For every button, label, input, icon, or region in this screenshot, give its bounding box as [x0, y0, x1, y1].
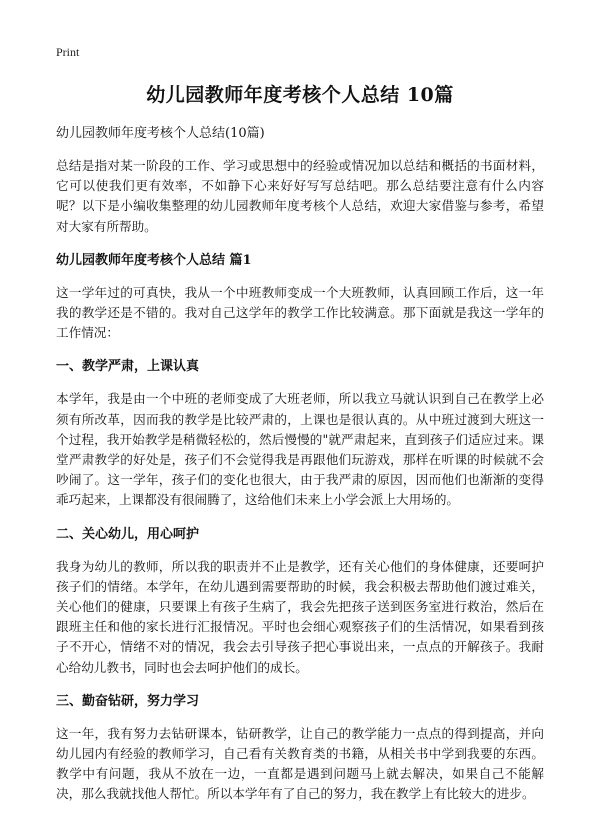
document-subtitle: 幼儿园教师年度考核个人总结(10篇)	[56, 126, 265, 141]
part-body: 这一年，我有努力去钻研课本，钻研教学，让自己的教学能力一点点的得到提高，并向幼儿园内有经验的教师学习，自己看有关教育类的书籍，从相关书中学到我要的东西。教学中有问题，我从不放在一边，一直都是遇到问题马上就去解决，如果自己不能解决，那么我就找他人帮忙。所以本学年有了自己的努力，我在教学上有比较大的进步。	[56, 725, 544, 802]
part-heading: 一、教学严肃，上课认真	[56, 359, 200, 375]
part-heading: 二、关心幼儿，用心呵护	[56, 526, 200, 542]
section-intro-paragraph: 这一学年过的可真快，我从一个中班教师变成一个大班教师，认真回顾工作后，这一年我的教学还是不错的。我对自己这学年的教学工作比较满意。那下面就是我这一学年的工作情况：	[56, 284, 544, 341]
section-title: 幼儿园教师年度考核个人总结 篇1	[56, 252, 252, 268]
intro-paragraph: 总结是指对某一阶段的工作、学习或思想中的经验或情况加以总结和概括的书面材料，它可以使我们更有效率，不如静下心来好好写写总结吧。那么总结要注意有什么内容呢？以下是小编收集整理的幼儿园教师年度考核个人总结，欢迎大家借鉴与参考，希望对大家有所帮助。	[56, 158, 544, 234]
part-heading: 三、勤奋钻研，努力学习	[56, 693, 200, 709]
part-body: 我身为幼儿的教师，所以我的职责并不止是教学，还有关心他们的身体健康，还要呵护孩子们的情绪。本学年，在幼儿遇到需要帮助的时候，我会积极去帮助他们渡过难关，关心他们的健康，只要课上有孩子生病了，我会先把孩子送到医务室进行救治，然后在跟班主任和他的家长进行汇报情况。平时也会细心观察孩子们的生活情况，如果看到孩子不开心，情绪不对的情况，我会去引导孩子把心事说出来，一点点的开解孩子。我耐心给幼儿教书，同时也会去呵护他们的成长。	[56, 558, 544, 675]
part-body: 本学年，我是由一个中班的老师变成了大班老师，所以我立马就认识到自己在教学上必须有所改革，因而我的教学是比较严肃的，上课也是很认真的。从中班过渡到大班这一个过程，我开始教学是稍微轻松的，然后慢慢的"就严肃起来，直到孩子们适应过来。课堂严肃教学的好处是，孩子们不会觉得我是再跟他们玩游戏，那样在听课的时候就不会吵闹了。这一学年，孩子们的变化也很大，由于我严肃的原因，因而他们也渐渐的变得乖巧起来，上课都没有很闹腾了，这给他们未来上小学会派上大用场的。	[56, 391, 544, 508]
print-link[interactable]: Print	[56, 45, 80, 59]
page-title: 幼儿园教师年度考核个人总结 10篇	[146, 84, 454, 106]
